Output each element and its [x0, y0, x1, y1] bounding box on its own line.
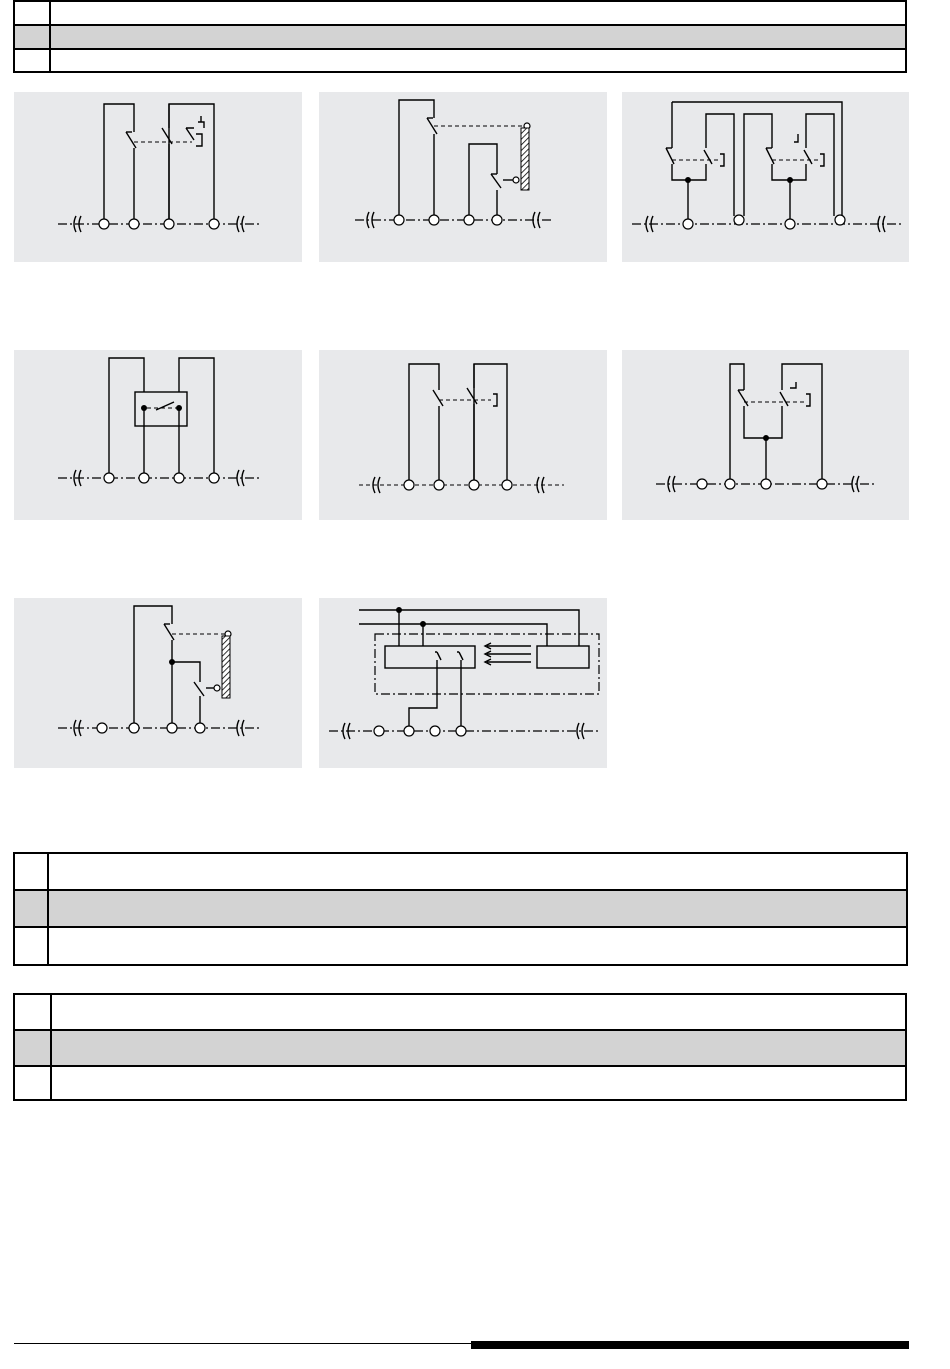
row-text — [51, 26, 905, 48]
row-number — [15, 26, 51, 48]
row-number — [15, 928, 49, 964]
row-number — [15, 50, 51, 71]
wiring-diagram-6 — [622, 350, 909, 520]
wiring-diagram-2 — [319, 92, 607, 262]
row-number — [15, 1031, 52, 1065]
row-text — [52, 1031, 905, 1065]
diagram-panel-7 — [14, 598, 302, 768]
diagram-panel-2 — [319, 92, 607, 262]
table-row — [15, 2, 905, 26]
table-row — [15, 928, 906, 964]
table-row — [15, 1031, 905, 1067]
diagram-panel-6 — [622, 350, 909, 520]
row-text — [49, 928, 906, 964]
wiring-diagram-4 — [14, 350, 302, 520]
row-text — [51, 2, 905, 24]
table-row — [15, 26, 905, 50]
row-number — [15, 854, 49, 889]
row-number — [15, 2, 51, 24]
row-number — [15, 891, 49, 926]
table-row — [15, 891, 906, 928]
row-text — [52, 1067, 905, 1099]
diagram-panel-3 — [622, 92, 909, 262]
wiring-diagram-8 — [319, 598, 607, 768]
diagram-panel-1 — [14, 92, 302, 262]
row-text — [49, 891, 906, 926]
bottom-table — [13, 993, 907, 1101]
row-text — [49, 854, 906, 889]
table-row — [15, 995, 905, 1031]
footer-bar — [471, 1341, 909, 1349]
diagram-panel-4 — [14, 350, 302, 520]
mid-table — [13, 852, 908, 966]
table-row — [15, 50, 905, 71]
table-row — [15, 1067, 905, 1099]
diagram-panel-8 — [319, 598, 607, 768]
wiring-diagram-7 — [14, 598, 302, 768]
row-text — [51, 50, 905, 71]
row-text — [52, 995, 905, 1029]
table-row — [15, 854, 906, 891]
diagram-panel-5 — [319, 350, 607, 520]
wiring-diagram-5 — [319, 350, 607, 520]
top-table — [13, 0, 907, 73]
row-number — [15, 995, 52, 1029]
row-number — [15, 1067, 52, 1099]
wiring-diagram-3 — [622, 92, 909, 262]
wiring-diagram-1 — [14, 92, 302, 262]
